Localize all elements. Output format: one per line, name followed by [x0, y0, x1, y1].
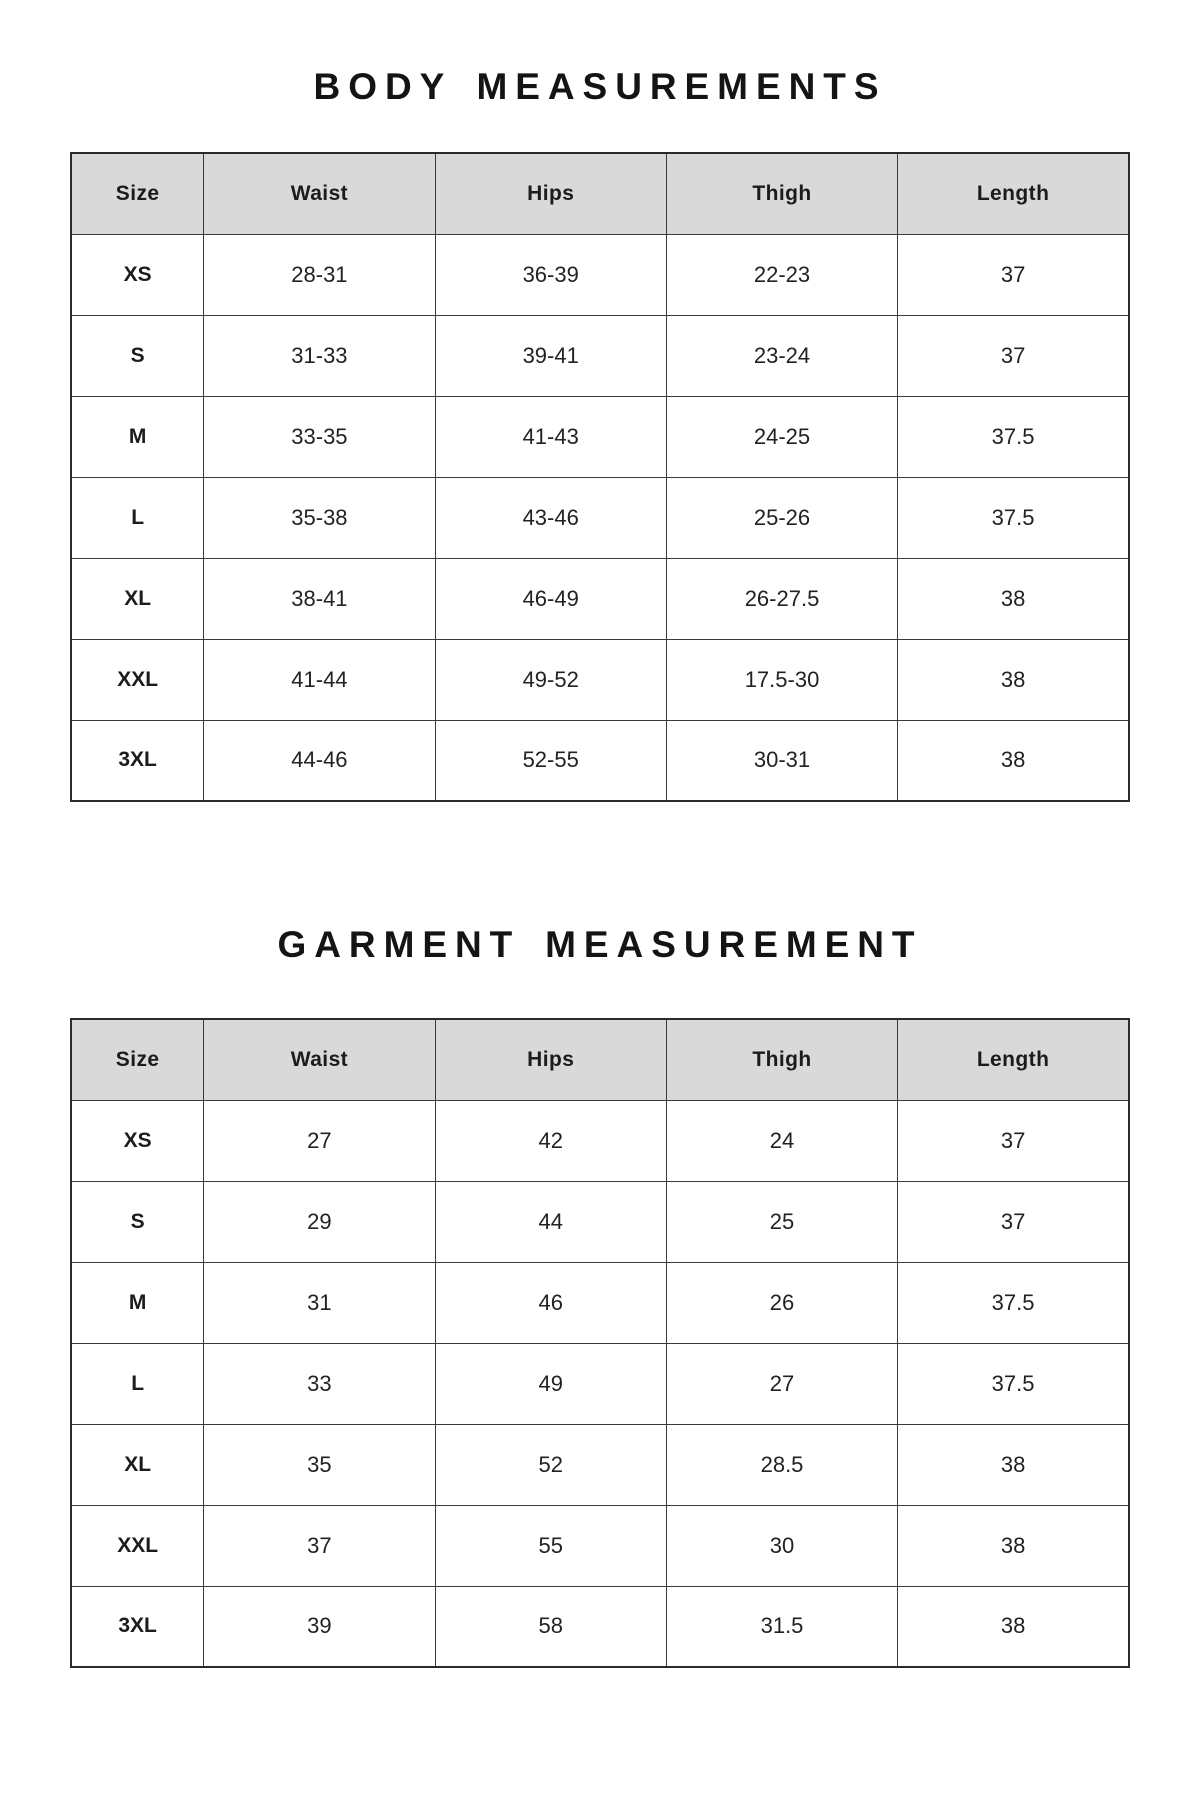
value-cell: 35	[204, 1424, 435, 1505]
value-cell: 17.5-30	[666, 639, 897, 720]
garment-measurement-title: GARMENT MEASUREMENT	[277, 924, 923, 965]
body-measurements-section	[70, 0, 1130, 802]
size-cell: M	[71, 1262, 204, 1343]
size-cell: XXL	[71, 639, 204, 720]
value-cell: 46	[435, 1262, 666, 1343]
column-header: Thigh	[666, 1019, 897, 1100]
value-cell: 37	[898, 1181, 1129, 1262]
column-header: Size	[71, 153, 204, 234]
value-cell: 41-44	[204, 639, 435, 720]
garment-measurement-table	[70, 1018, 1130, 1668]
value-cell: 37	[898, 234, 1129, 315]
value-cell: 44-46	[204, 720, 435, 801]
value-cell: 39	[204, 1586, 435, 1667]
value-cell: 38-41	[204, 558, 435, 639]
value-cell: 37	[898, 315, 1129, 396]
value-cell: 26-27.5	[666, 558, 897, 639]
value-cell: 28-31	[204, 234, 435, 315]
garment-measurement-section	[70, 802, 1130, 1668]
value-cell: 33-35	[204, 396, 435, 477]
value-cell: 58	[435, 1586, 666, 1667]
size-cell: XXL	[71, 1505, 204, 1586]
table-row	[71, 1262, 1129, 1343]
value-cell: 38	[898, 1586, 1129, 1667]
value-cell: 24	[666, 1100, 897, 1181]
value-cell: 41-43	[435, 396, 666, 477]
value-cell: 37.5	[898, 396, 1129, 477]
value-cell: 22-23	[666, 234, 897, 315]
column-header: Thigh	[666, 153, 897, 234]
size-cell: M	[71, 396, 204, 477]
value-cell: 44	[435, 1181, 666, 1262]
size-cell: XL	[71, 1424, 204, 1505]
value-cell: 30	[666, 1505, 897, 1586]
body-measurements-title-wrap	[70, 0, 1130, 152]
column-header: Hips	[435, 153, 666, 234]
size-cell: XL	[71, 558, 204, 639]
value-cell: 35-38	[204, 477, 435, 558]
column-header: Size	[71, 1019, 204, 1100]
size-cell: XS	[71, 1100, 204, 1181]
value-cell: 37.5	[898, 477, 1129, 558]
table-row	[71, 396, 1129, 477]
value-cell: 52-55	[435, 720, 666, 801]
table-row	[71, 720, 1129, 801]
table-row	[71, 1424, 1129, 1505]
column-header: Hips	[435, 1019, 666, 1100]
value-cell: 23-24	[666, 315, 897, 396]
body-measurements-table	[70, 152, 1130, 802]
value-cell: 27	[666, 1343, 897, 1424]
body-measurements-title: BODY MEASUREMENTS	[313, 66, 887, 107]
table-row	[71, 1181, 1129, 1262]
value-cell: 36-39	[435, 234, 666, 315]
value-cell: 25	[666, 1181, 897, 1262]
value-cell: 52	[435, 1424, 666, 1505]
size-cell: XS	[71, 234, 204, 315]
value-cell: 37.5	[898, 1262, 1129, 1343]
value-cell: 38	[898, 639, 1129, 720]
value-cell: 26	[666, 1262, 897, 1343]
value-cell: 38	[898, 558, 1129, 639]
garment-measurement-title-wrap	[70, 802, 1130, 1018]
value-cell: 25-26	[666, 477, 897, 558]
value-cell: 37.5	[898, 1343, 1129, 1424]
value-cell: 43-46	[435, 477, 666, 558]
value-cell: 49-52	[435, 639, 666, 720]
table-row	[71, 315, 1129, 396]
value-cell: 42	[435, 1100, 666, 1181]
value-cell: 31.5	[666, 1586, 897, 1667]
column-header: Length	[898, 1019, 1129, 1100]
size-cell: L	[71, 477, 204, 558]
value-cell: 38	[898, 720, 1129, 801]
value-cell: 55	[435, 1505, 666, 1586]
table-row	[71, 1343, 1129, 1424]
value-cell: 49	[435, 1343, 666, 1424]
size-cell: S	[71, 315, 204, 396]
value-cell: 39-41	[435, 315, 666, 396]
value-cell: 46-49	[435, 558, 666, 639]
value-cell: 27	[204, 1100, 435, 1181]
table-row	[71, 1505, 1129, 1586]
value-cell: 29	[204, 1181, 435, 1262]
value-cell: 37	[204, 1505, 435, 1586]
size-cell: S	[71, 1181, 204, 1262]
column-header: Waist	[204, 153, 435, 234]
table-row	[71, 234, 1129, 315]
size-cell: 3XL	[71, 1586, 204, 1667]
header-row	[71, 153, 1129, 234]
value-cell: 38	[898, 1424, 1129, 1505]
column-header: Length	[898, 153, 1129, 234]
size-cell: 3XL	[71, 720, 204, 801]
table-row	[71, 639, 1129, 720]
value-cell: 33	[204, 1343, 435, 1424]
value-cell: 31	[204, 1262, 435, 1343]
value-cell: 38	[898, 1505, 1129, 1586]
table-row	[71, 558, 1129, 639]
table-row	[71, 477, 1129, 558]
value-cell: 24-25	[666, 396, 897, 477]
header-row	[71, 1019, 1129, 1100]
value-cell: 37	[898, 1100, 1129, 1181]
size-cell: L	[71, 1343, 204, 1424]
value-cell: 31-33	[204, 315, 435, 396]
value-cell: 28.5	[666, 1424, 897, 1505]
column-header: Waist	[204, 1019, 435, 1100]
value-cell: 30-31	[666, 720, 897, 801]
table-row	[71, 1100, 1129, 1181]
table-row	[71, 1586, 1129, 1667]
